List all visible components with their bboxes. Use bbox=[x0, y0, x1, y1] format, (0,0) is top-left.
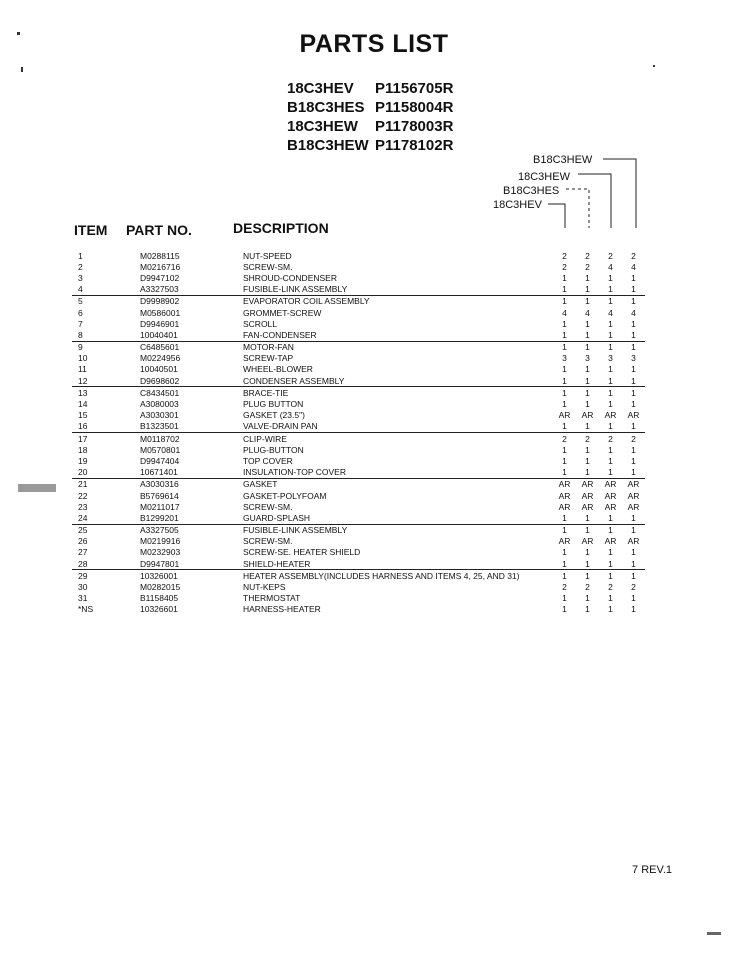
part-number-cell: 10326601 bbox=[140, 604, 178, 615]
description-cell: SCREW-SM. bbox=[243, 261, 293, 272]
quantity-cell: 1 bbox=[622, 512, 645, 524]
quantity-cell: 2 bbox=[608, 582, 613, 593]
scan-speck bbox=[653, 65, 655, 67]
quantity-cell: 1 bbox=[585, 525, 590, 536]
table-row bbox=[72, 295, 645, 307]
quantity-cell: AR bbox=[627, 536, 640, 547]
quantity-cell: 1 bbox=[608, 399, 613, 410]
part-number-cell: A3030301 bbox=[140, 410, 179, 421]
table-row bbox=[72, 536, 645, 547]
table-row bbox=[72, 467, 645, 479]
quantity-cell: 1 bbox=[608, 272, 613, 283]
description-cell: VALVE-DRAIN PAN bbox=[243, 421, 553, 433]
item-cell: 1 bbox=[78, 250, 83, 261]
item-cell: 15 bbox=[78, 410, 88, 421]
quantity-cell: 2 bbox=[562, 261, 567, 272]
table-row bbox=[72, 398, 645, 409]
quantity-cell: 1 bbox=[576, 375, 599, 387]
quantity-cell: 1 bbox=[576, 512, 599, 524]
description-cell: WHEEL-BLOWER bbox=[243, 364, 313, 375]
item-cell: 10 bbox=[78, 353, 88, 364]
item-cell: 3 bbox=[78, 272, 83, 283]
quantity-cell: 1 bbox=[631, 364, 636, 375]
quantity-cell: 1 bbox=[599, 421, 622, 433]
quantity-cell: 1 bbox=[585, 272, 590, 283]
quantity-cell: 1 bbox=[562, 399, 567, 410]
quantity-cell: 1 bbox=[608, 604, 613, 615]
quantity-cell: 2 bbox=[631, 250, 636, 261]
quantity-cell: 1 bbox=[608, 296, 613, 307]
quantity-cell: 1 bbox=[631, 455, 636, 466]
quantity-cell: 1 bbox=[562, 604, 567, 615]
quantity-cell: 2 bbox=[562, 582, 567, 593]
column-key-18c3hev: 18C3HEV bbox=[493, 199, 542, 211]
quantity-cell: 2 bbox=[585, 433, 590, 444]
quantity-cell: 1 bbox=[585, 593, 590, 604]
quantity-cell: AR bbox=[558, 479, 571, 490]
scan-speck bbox=[17, 32, 20, 35]
table-row bbox=[72, 558, 645, 570]
quantity-cell: 1 bbox=[562, 547, 567, 558]
quantity-cell: 3 bbox=[585, 353, 590, 364]
quantity-cell: AR bbox=[581, 479, 594, 490]
quantity-cell: AR bbox=[604, 536, 617, 547]
quantity-cell: 4 bbox=[631, 261, 636, 272]
quantity-cell: 1 bbox=[562, 455, 567, 466]
table-row bbox=[72, 501, 645, 512]
scan-speck bbox=[707, 932, 721, 935]
part-number-cell: M0232903 bbox=[140, 547, 181, 558]
quantity-cell: 1 bbox=[599, 467, 622, 479]
table-row bbox=[72, 272, 645, 283]
quantity-cell: 1 bbox=[608, 547, 613, 558]
description-cell: CONDENSER ASSEMBLY bbox=[243, 375, 553, 387]
part-number-cell: 10671401 bbox=[140, 467, 243, 479]
description-cell: NUT-KEPS bbox=[243, 582, 286, 593]
part-number-cell: C8434501 bbox=[140, 387, 180, 398]
part-number-cell: B1299201 bbox=[140, 512, 243, 524]
item-cell: 6 bbox=[78, 307, 83, 318]
quantity-cell: 1 bbox=[608, 570, 613, 581]
scan-speck bbox=[21, 67, 23, 72]
table-row bbox=[72, 307, 645, 318]
quantity-cell: 1 bbox=[631, 570, 636, 581]
quantity-cell: AR bbox=[604, 490, 617, 501]
description-cell: TOP COVER bbox=[243, 455, 293, 466]
part-number-cell: B1323501 bbox=[140, 421, 243, 433]
table-row bbox=[72, 250, 645, 261]
description-cell: INSULATION-TOP COVER bbox=[243, 467, 553, 479]
quantity-cell: AR bbox=[581, 501, 594, 512]
quantity-cell: 1 bbox=[585, 399, 590, 410]
table-row bbox=[72, 284, 645, 296]
description-cell: EVAPORATOR COIL ASSEMBLY bbox=[243, 296, 370, 307]
quantity-cell: 1 bbox=[622, 284, 645, 296]
part-number-cell: A3030316 bbox=[140, 479, 179, 490]
quantity-cell: 1 bbox=[608, 525, 613, 536]
quantity-cell: 1 bbox=[622, 421, 645, 433]
item-cell: 11 bbox=[78, 364, 87, 375]
quantity-cell: 1 bbox=[622, 329, 645, 341]
part-number-cell: 10040401 bbox=[140, 329, 243, 341]
description-cell: PLUG-BUTTON bbox=[243, 444, 304, 455]
item-cell: 23 bbox=[78, 501, 88, 512]
description-cell: SCREW-SE. HEATER SHIELD bbox=[243, 547, 361, 558]
model-line: B18C3HEW P1178102R bbox=[287, 137, 454, 154]
part-number-cell: M0282015 bbox=[140, 582, 181, 593]
table-row bbox=[72, 524, 645, 536]
part-number-cell: A3327505 bbox=[140, 525, 179, 536]
quantity-cell: AR bbox=[604, 410, 617, 421]
quantity-cell: 3 bbox=[608, 353, 613, 364]
quantity-cell: 4 bbox=[608, 307, 613, 318]
model-line: 18C3HEW P1178003R bbox=[287, 118, 454, 135]
quantity-cell: 1 bbox=[622, 467, 645, 479]
quantity-cell: AR bbox=[558, 490, 571, 501]
description-cell: PLUG BUTTON bbox=[243, 399, 304, 410]
quantity-cell: 2 bbox=[562, 433, 567, 444]
model-line: B18C3HES P1158004R bbox=[287, 99, 454, 116]
item-cell: 17 bbox=[78, 433, 88, 444]
quantity-cell: 1 bbox=[585, 318, 590, 329]
quantity-cell: 1 bbox=[622, 375, 645, 387]
description-cell: CLIP-WIRE bbox=[243, 433, 287, 444]
part-number-cell: M0288115 bbox=[140, 250, 180, 261]
table-row bbox=[72, 512, 645, 524]
item-cell: 18 bbox=[78, 444, 88, 455]
quantity-cell: 4 bbox=[585, 307, 590, 318]
quantity-cell: AR bbox=[558, 410, 571, 421]
table-row bbox=[72, 444, 645, 455]
quantity-cell: 1 bbox=[585, 387, 590, 398]
quantity-cell: AR bbox=[604, 479, 617, 490]
column-key-b18c3hes: B18C3HES bbox=[503, 185, 560, 197]
quantity-cell: AR bbox=[627, 410, 640, 421]
table-row bbox=[72, 341, 645, 353]
quantity-cell: AR bbox=[627, 490, 640, 501]
description-cell: GASKET-POLYFOAM bbox=[243, 490, 327, 501]
table-row bbox=[72, 433, 645, 445]
quantity-cell: 1 bbox=[585, 455, 590, 466]
item-cell: 16 bbox=[72, 421, 140, 433]
table-row bbox=[72, 478, 645, 490]
quantity-cell: 2 bbox=[631, 582, 636, 593]
description-cell: SHROUD-CONDENSER bbox=[243, 272, 337, 283]
quantity-cell: 1 bbox=[585, 604, 590, 615]
quantity-cell: 1 bbox=[631, 272, 636, 283]
quantity-cell: AR bbox=[558, 501, 571, 512]
table-row bbox=[72, 364, 645, 375]
quantity-cell: 1 bbox=[553, 375, 576, 387]
quantity-cell: 1 bbox=[608, 455, 613, 466]
table-row bbox=[72, 387, 645, 399]
quantity-cell: 1 bbox=[562, 444, 567, 455]
description-cell: BRACE-TIE bbox=[243, 387, 289, 398]
part-number-cell: M0216716 bbox=[140, 261, 181, 272]
column-key-18c3hew: 18C3HEW bbox=[518, 171, 570, 183]
quantity-cell: 1 bbox=[562, 525, 567, 536]
quantity-cell: 2 bbox=[585, 261, 590, 272]
scan-speck bbox=[18, 484, 56, 492]
quantity-cell: 4 bbox=[608, 261, 613, 272]
quantity-cell: 1 bbox=[631, 387, 636, 398]
quantity-cell: AR bbox=[627, 479, 640, 490]
description-cell: FUSIBLE-LINK ASSEMBLY bbox=[243, 525, 348, 536]
quantity-cell: 1 bbox=[631, 342, 636, 353]
description-cell: SCREW-TAP bbox=[243, 353, 294, 364]
description-cell: SHIELD-HEATER bbox=[243, 558, 553, 570]
description-cell: SCREW-SM. bbox=[243, 501, 293, 512]
item-cell: *NS bbox=[78, 604, 94, 615]
quantity-cell: 1 bbox=[576, 329, 599, 341]
quantity-cell: 1 bbox=[562, 342, 567, 353]
quantity-cell: 2 bbox=[585, 582, 590, 593]
quantity-cell: 2 bbox=[631, 433, 636, 444]
table-row bbox=[72, 261, 645, 272]
quantity-cell: AR bbox=[581, 410, 594, 421]
item-cell: 19 bbox=[78, 455, 88, 466]
quantity-cell: 1 bbox=[631, 547, 636, 558]
quantity-cell: 2 bbox=[608, 433, 613, 444]
quantity-cell: 1 bbox=[631, 593, 636, 604]
part-number-cell: B5769614 bbox=[140, 490, 179, 501]
quantity-cell: 1 bbox=[585, 296, 590, 307]
item-cell: 4 bbox=[72, 284, 140, 296]
page-footer: 7 REV.1 bbox=[632, 864, 672, 876]
quantity-cell: 1 bbox=[553, 329, 576, 341]
item-cell: 5 bbox=[78, 296, 83, 307]
item-cell: 7 bbox=[78, 318, 83, 329]
quantity-cell: 1 bbox=[553, 467, 576, 479]
part-number-cell: A3080003 bbox=[140, 399, 179, 410]
quantity-cell: 1 bbox=[622, 558, 645, 570]
quantity-cell: AR bbox=[581, 490, 594, 501]
quantity-cell: 1 bbox=[553, 421, 576, 433]
part-number-cell: D9998902 bbox=[140, 296, 180, 307]
item-cell: 29 bbox=[78, 570, 88, 581]
table-row bbox=[72, 421, 645, 433]
part-number-cell: D9946901 bbox=[140, 318, 180, 329]
item-cell: 28 bbox=[72, 558, 140, 570]
quantity-cell: 1 bbox=[562, 296, 567, 307]
description-cell: NUT-SPEED bbox=[243, 250, 292, 261]
quantity-cell: 1 bbox=[562, 387, 567, 398]
quantity-cell: 1 bbox=[608, 593, 613, 604]
quantity-cell: 1 bbox=[599, 512, 622, 524]
item-cell: 21 bbox=[78, 479, 88, 490]
quantity-cell: 1 bbox=[608, 318, 613, 329]
quantity-cell: 1 bbox=[553, 284, 576, 296]
header-part-no: PART NO. bbox=[126, 222, 192, 238]
quantity-cell: 1 bbox=[553, 558, 576, 570]
part-number-cell: D9947102 bbox=[140, 272, 180, 283]
quantity-cell: 1 bbox=[599, 558, 622, 570]
part-number-cell: M0219916 bbox=[140, 536, 181, 547]
item-cell: 14 bbox=[78, 399, 88, 410]
quantity-cell: 1 bbox=[562, 364, 567, 375]
table-row bbox=[72, 593, 645, 604]
quantity-cell: 1 bbox=[585, 570, 590, 581]
part-number-cell: M0570801 bbox=[140, 444, 181, 455]
description-cell: SCROLL bbox=[243, 318, 278, 329]
description-cell: HARNESS-HEATER bbox=[243, 604, 321, 615]
part-number-cell: 10326001 bbox=[140, 570, 178, 581]
description-cell: GASKET bbox=[243, 479, 278, 490]
quantity-cell: 1 bbox=[631, 296, 636, 307]
quantity-cell: 1 bbox=[608, 444, 613, 455]
table-row bbox=[72, 455, 645, 466]
page-title: PARTS LIST bbox=[299, 30, 449, 58]
description-cell: MOTOR-FAN bbox=[243, 342, 294, 353]
item-cell: 24 bbox=[72, 512, 140, 524]
quantity-cell: 1 bbox=[562, 318, 567, 329]
description-cell: GROMMET-SCREW bbox=[243, 307, 322, 318]
part-number-cell: A3327503 bbox=[140, 284, 243, 296]
quantity-cell: 1 bbox=[631, 525, 636, 536]
item-cell: 2 bbox=[78, 261, 83, 272]
item-cell: 9 bbox=[78, 342, 83, 353]
quantity-cell: 1 bbox=[608, 387, 613, 398]
part-number-cell: 10040501 bbox=[140, 364, 178, 375]
model-line: 18C3HEV P1156705R bbox=[287, 80, 454, 97]
item-cell: 27 bbox=[78, 547, 88, 558]
quantity-cell: 4 bbox=[562, 307, 567, 318]
description-cell: THERMOSTAT bbox=[243, 593, 301, 604]
quantity-cell: AR bbox=[604, 501, 617, 512]
table-row bbox=[72, 318, 645, 329]
quantity-cell: 1 bbox=[599, 329, 622, 341]
part-number-cell: D9947801 bbox=[140, 558, 243, 570]
quantity-cell: 1 bbox=[562, 593, 567, 604]
column-key-b18c3hew: B18C3HEW bbox=[533, 154, 593, 166]
item-cell: 30 bbox=[78, 582, 88, 593]
quantity-cell: 2 bbox=[562, 250, 567, 261]
table-row bbox=[72, 329, 645, 341]
quantity-cell: 3 bbox=[562, 353, 567, 364]
quantity-cell: 1 bbox=[585, 547, 590, 558]
quantity-cell: 1 bbox=[631, 444, 636, 455]
table-row bbox=[72, 604, 645, 615]
item-cell: 12 bbox=[72, 375, 140, 387]
item-cell: 22 bbox=[78, 490, 88, 501]
table-row bbox=[72, 547, 645, 558]
quantity-cell: 1 bbox=[585, 364, 590, 375]
header-item: ITEM bbox=[74, 222, 108, 238]
part-number-cell: M0211017 bbox=[140, 501, 180, 512]
quantity-cell: 1 bbox=[576, 558, 599, 570]
description-cell: SCREW-SM. bbox=[243, 536, 293, 547]
table-row bbox=[72, 581, 645, 592]
quantity-cell: 1 bbox=[562, 272, 567, 283]
quantity-cell: 1 bbox=[562, 570, 567, 581]
item-cell: 8 bbox=[72, 329, 140, 341]
description-cell: GASKET (23.5") bbox=[243, 410, 305, 421]
header-description: DESCRIPTION bbox=[233, 220, 329, 236]
item-cell: 13 bbox=[78, 387, 88, 398]
description-cell: HEATER ASSEMBLY(INCLUDES HARNESS AND ITEMS 4, 25, AND 31) bbox=[243, 570, 520, 581]
table-row bbox=[72, 570, 645, 582]
quantity-cell: 1 bbox=[553, 512, 576, 524]
part-number-cell: C6485601 bbox=[140, 342, 180, 353]
quantity-cell: 2 bbox=[608, 250, 613, 261]
quantity-cell: 1 bbox=[631, 604, 636, 615]
part-number-cell: M0118702 bbox=[140, 433, 180, 444]
part-number-cell: M0586001 bbox=[140, 307, 181, 318]
quantity-cell: 1 bbox=[585, 342, 590, 353]
item-cell: 20 bbox=[72, 467, 140, 479]
part-number-cell: M0224956 bbox=[140, 353, 181, 364]
quantity-cell: 1 bbox=[576, 467, 599, 479]
quantity-cell: 1 bbox=[631, 318, 636, 329]
quantity-cell: AR bbox=[558, 536, 571, 547]
parts-table bbox=[72, 250, 645, 615]
table-row bbox=[72, 353, 645, 364]
quantity-cell: AR bbox=[581, 536, 594, 547]
table-row bbox=[72, 490, 645, 501]
description-cell: FUSIBLE-LINK ASSEMBLY bbox=[243, 284, 553, 296]
item-cell: 26 bbox=[78, 536, 88, 547]
quantity-cell: 1 bbox=[608, 364, 613, 375]
part-number-cell: D9947404 bbox=[140, 455, 180, 466]
quantity-cell: 4 bbox=[631, 307, 636, 318]
quantity-cell: 1 bbox=[576, 284, 599, 296]
quantity-cell: AR bbox=[627, 501, 640, 512]
quantity-cell: 1 bbox=[585, 444, 590, 455]
description-cell: FAN-CONDENSER bbox=[243, 329, 553, 341]
quantity-cell: 2 bbox=[585, 250, 590, 261]
part-number-cell: D9698602 bbox=[140, 375, 243, 387]
quantity-cell: 1 bbox=[599, 375, 622, 387]
item-cell: 31 bbox=[78, 593, 88, 604]
quantity-cell: 1 bbox=[599, 284, 622, 296]
part-number-cell: B1158405 bbox=[140, 593, 179, 604]
description-cell: GUARD-SPLASH bbox=[243, 512, 553, 524]
quantity-cell: 3 bbox=[631, 353, 636, 364]
table-row bbox=[72, 410, 645, 421]
quantity-cell: 1 bbox=[608, 342, 613, 353]
quantity-cell: 1 bbox=[631, 399, 636, 410]
item-cell: 25 bbox=[78, 525, 88, 536]
quantity-cell: 1 bbox=[576, 421, 599, 433]
table-row bbox=[72, 375, 645, 387]
